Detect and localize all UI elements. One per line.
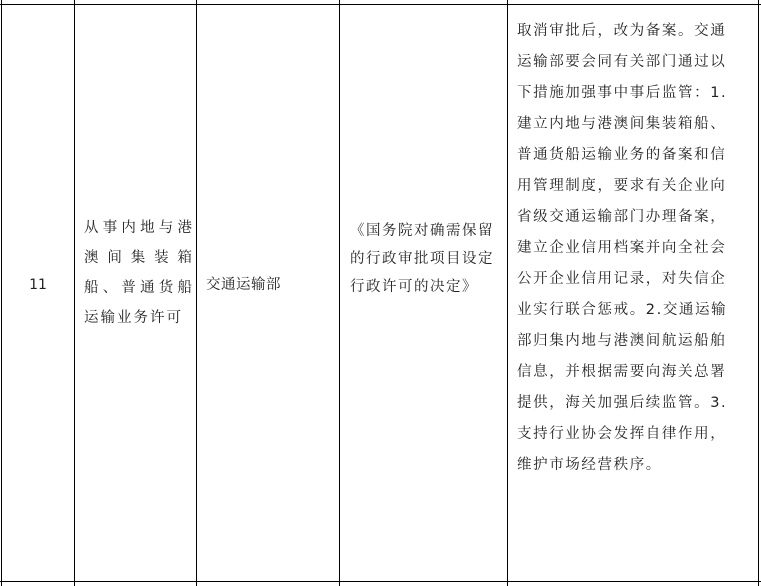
supervision-measures-cell [517, 16, 753, 481]
measure-line: 普通货船运输业务的备案和信 [517, 147, 727, 163]
row-number: 11 [29, 277, 47, 293]
legal-basis-cell: 《国务院对确需保留的行政审批项目设定行政许可的决定》 [350, 223, 494, 295]
measure-line: 省级交通运输部门办理备案， [517, 209, 727, 225]
measure-line: 建立内地与港澳间集装箱船、 [517, 116, 727, 132]
department-cell: 交通运输部 [206, 277, 281, 293]
measure-line: 支持行业协会发挥自律作用， [517, 426, 727, 442]
row-divider [0, 4, 761, 5]
measure-line: 部归集内地与港澳间航运船舶 [517, 333, 727, 349]
measure-line: 下措施加强事中事后监管：1. [517, 85, 728, 101]
measure-line: 业实行联合惩戒。2.交通运输 [517, 302, 728, 318]
column-divider [758, 0, 759, 586]
item-name-cell: 从事内地与港澳间集装箱船、普通货船运输业务许可 [84, 220, 194, 326]
measure-line: 取消审批后，改为备案。交通 [517, 23, 727, 39]
measure-line: 运输部要会同有关部门通过以 [517, 54, 727, 70]
column-divider [74, 0, 75, 586]
measure-line: 提供，海关加强后续监管。3. [517, 395, 728, 411]
column-divider [196, 0, 197, 586]
measure-line: 维护市场经营秩序。 [517, 457, 662, 473]
row-divider [0, 581, 761, 582]
measure-line: 建立企业信用档案并向全社会 [517, 240, 727, 256]
measure-line: 公开企业信用记录，对失信企 [517, 271, 727, 287]
measure-line: 用管理制度，要求有关企业向 [517, 178, 727, 194]
measure-line: 信息，并根据需要向海关总署 [517, 364, 727, 380]
column-divider [339, 0, 340, 586]
column-divider [507, 0, 508, 586]
